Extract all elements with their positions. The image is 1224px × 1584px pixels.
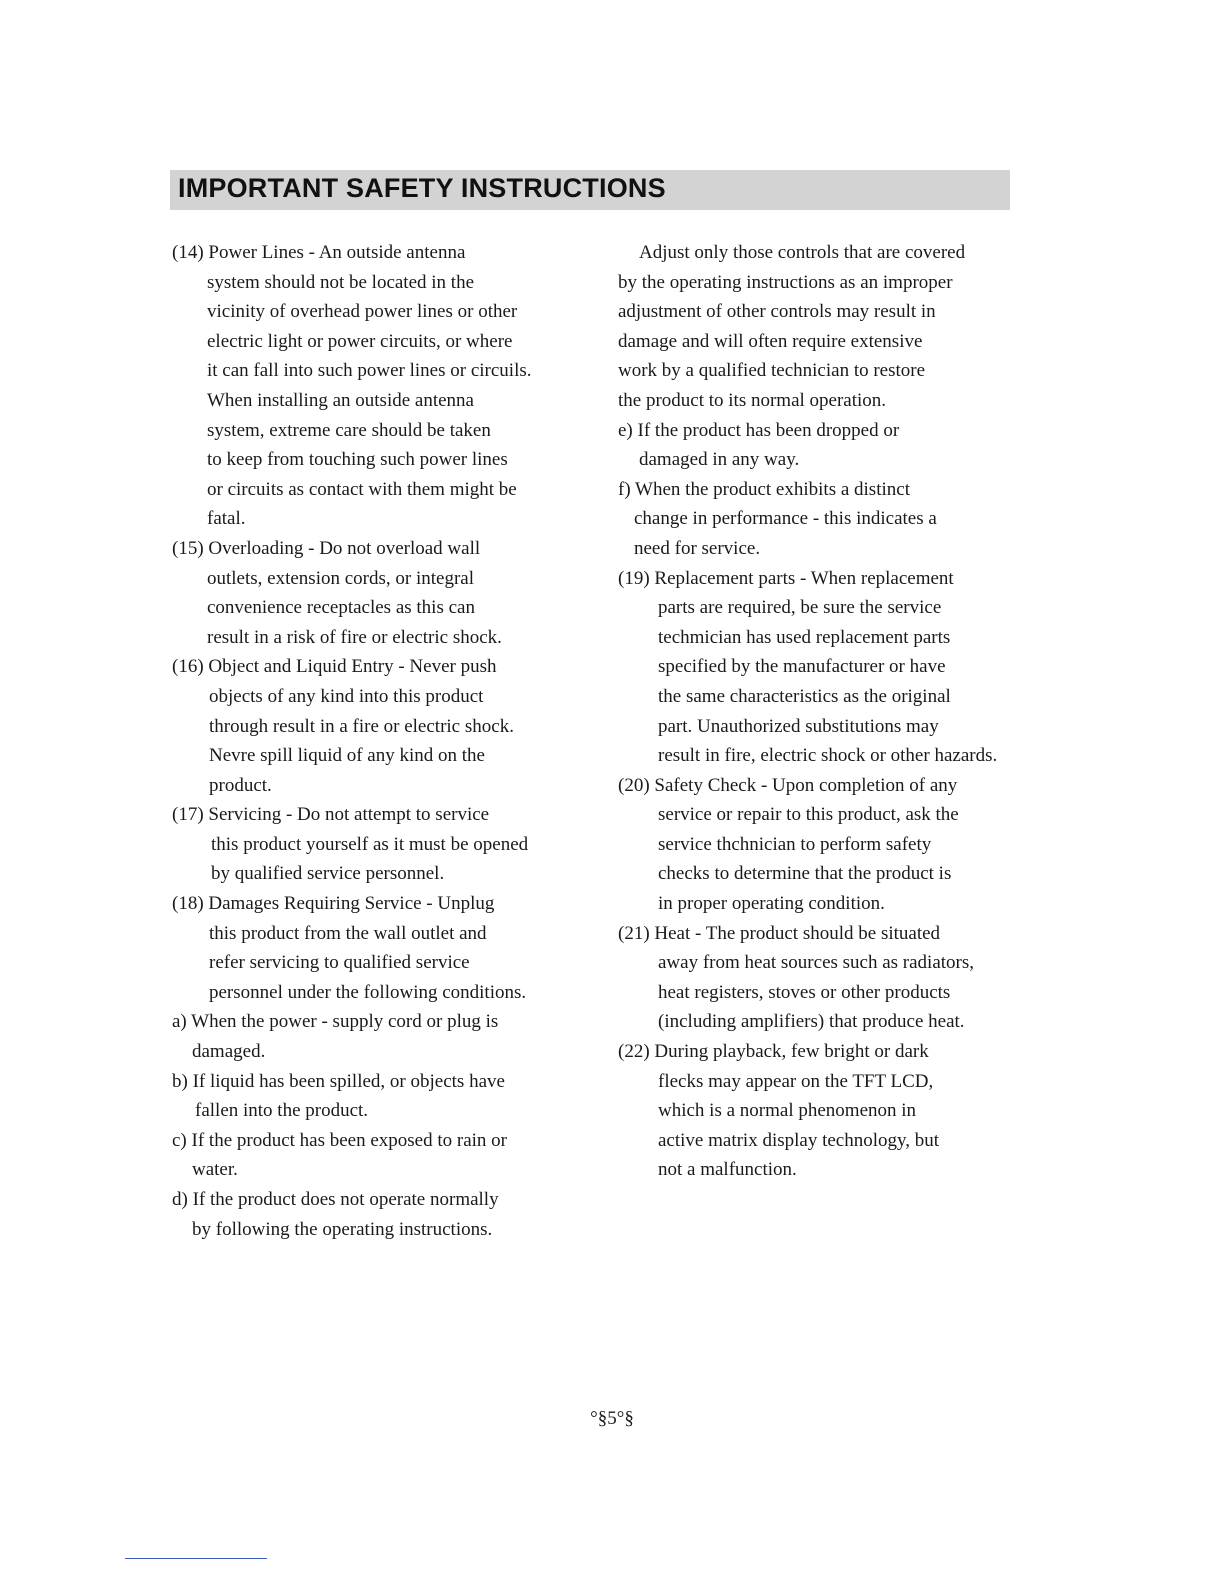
instruction-line: in proper operating condition. [658, 893, 885, 915]
instruction-line: change in performance - this indicates a [634, 508, 937, 530]
instruction-line: fallen into the product. [195, 1100, 369, 1122]
instruction-line: adjustment of other controls may result in [618, 301, 936, 323]
instruction-line: damaged. [192, 1041, 266, 1063]
instruction-line: convenience receptacles as this can [207, 597, 475, 619]
instruction-line: to keep from touching such power lines [207, 449, 508, 471]
instruction-line: techmician has used replacement parts [658, 626, 951, 648]
instruction-line: away from heat sources such as radiators, [658, 952, 975, 974]
instruction-line: need for service. [634, 537, 761, 559]
instruction-item [172, 238, 572, 534]
instruction-line: (17) Servicing - Do not attempt to service [172, 804, 490, 826]
instruction-line: result in a risk of fire or electric shock. [207, 626, 502, 648]
instruction-line: work by a qualified technician to restore [618, 360, 926, 382]
instruction-line: service or repair to this product, ask the [658, 804, 959, 826]
instruction-line: vicinity of overhead power lines or other [207, 301, 518, 323]
instruction-line: (21) Heat - The product should be situated [618, 922, 941, 944]
instruction-line: f) When the product exhibits a distinct [618, 478, 910, 500]
page-number: °§5°§ [590, 1408, 634, 1429]
instruction-line: c) If the product has been exposed to rain or [172, 1129, 508, 1151]
instruction-item [172, 1007, 572, 1066]
instruction-line: result in fire, electric shock or other hazards. [658, 745, 998, 767]
instruction-line: which is a normal phenomenon in [658, 1100, 917, 1122]
instruction-item [172, 1067, 572, 1126]
instruction-line: part. Unauthorized substitutions may [658, 715, 939, 737]
instruction-line: (14) Power Lines - An outside antenna [172, 242, 466, 263]
instruction-line: (19) Replacement parts - When replacement [618, 567, 954, 589]
instruction-line: Adjust only those controls that are covered [639, 242, 966, 263]
instruction-line: or circuits as contact with them might be [207, 478, 517, 500]
instruction-line: personnel under the following conditions. [209, 981, 527, 1003]
instruction-line: not a malfunction. [658, 1159, 797, 1181]
instruction-item [172, 889, 572, 1007]
instruction-item [172, 800, 572, 889]
instruction-line: this product from the wall outlet and [209, 922, 487, 944]
instruction-line: by the operating instructions as an improper [618, 271, 953, 293]
instruction-line: (18) Damages Requiring Service - Unplug [172, 893, 495, 915]
instruction-line: flecks may appear on the TFT LCD, [658, 1070, 934, 1092]
instruction-line: through result in a fire or electric shock. [209, 715, 514, 737]
instruction-item [618, 238, 998, 416]
instruction-line: system should not be located in the [207, 271, 475, 293]
instruction-line: water. [192, 1159, 238, 1181]
instruction-line: active matrix display technology, but [658, 1129, 940, 1151]
section-header-bar [170, 170, 1010, 210]
instruction-item [172, 652, 572, 800]
instruction-line: (including amplifiers) that produce heat. [658, 1011, 965, 1033]
instruction-line: objects of any kind into this product [209, 685, 484, 707]
instruction-line: system, extreme care should be taken [207, 419, 491, 441]
instruction-line: (15) Overloading - Do not overload wall [172, 537, 481, 559]
instruction-line: Nevre spill liquid of any kind on the [209, 745, 485, 767]
instruction-item [172, 1126, 572, 1185]
right-column [618, 238, 998, 1185]
instruction-line: heat registers, stoves or other products [658, 981, 951, 1003]
instruction-line: the product to its normal operation. [618, 389, 887, 411]
instruction-line: (20) Safety Check - Upon completion of any [618, 774, 958, 796]
instruction-line: electric light or power circuits, or where [207, 330, 513, 352]
instruction-line: the same characteristics as the original [658, 685, 951, 707]
footer-divider [125, 1558, 267, 1559]
instruction-line: by qualified service personnel. [211, 863, 445, 885]
instruction-item [618, 771, 998, 919]
instruction-line: d) If the product does not operate normally [172, 1189, 499, 1210]
page-title: IMPORTANT SAFETY INSTRUCTIONS [178, 173, 666, 203]
instruction-line: checks to determine that the product is [658, 863, 952, 885]
instruction-line: (22) During playback, few bright or dark [618, 1041, 929, 1063]
instruction-line: When installing an outside antenna [207, 389, 474, 411]
instruction-line: a) When the power - supply cord or plug is [172, 1011, 499, 1033]
instruction-item [618, 1037, 998, 1185]
instruction-line: fatal. [207, 508, 246, 530]
instruction-line: product. [209, 774, 272, 796]
instruction-line: this product yourself as it must be opened [211, 833, 529, 855]
instruction-line: it can fall into such power lines or circuils. [207, 360, 532, 382]
instruction-line: e) If the product has been dropped or [618, 419, 900, 441]
instruction-line: b) If liquid has been spilled, or objects have [172, 1070, 505, 1092]
instruction-item [618, 475, 998, 564]
instruction-line: damage and will often require extensive [618, 330, 923, 352]
instruction-line: by following the operating instructions. [192, 1218, 493, 1240]
instruction-line: specified by the manufacturer or have [658, 656, 946, 678]
instruction-line: outlets, extension cords, or integral [207, 567, 474, 589]
instruction-item [618, 564, 998, 771]
instruction-item [172, 534, 572, 652]
left-column [172, 238, 572, 1244]
instruction-line: (16) Object and Liquid Entry - Never push [172, 656, 497, 678]
instruction-line: parts are required, be sure the service [658, 597, 942, 619]
instruction-line: service thchnician to perform safety [658, 833, 932, 855]
instruction-item [618, 919, 998, 1037]
instruction-line: refer servicing to qualified service [209, 952, 470, 974]
instruction-item [172, 1185, 572, 1244]
instruction-line: damaged in any way. [639, 449, 800, 471]
instruction-item [618, 416, 998, 475]
